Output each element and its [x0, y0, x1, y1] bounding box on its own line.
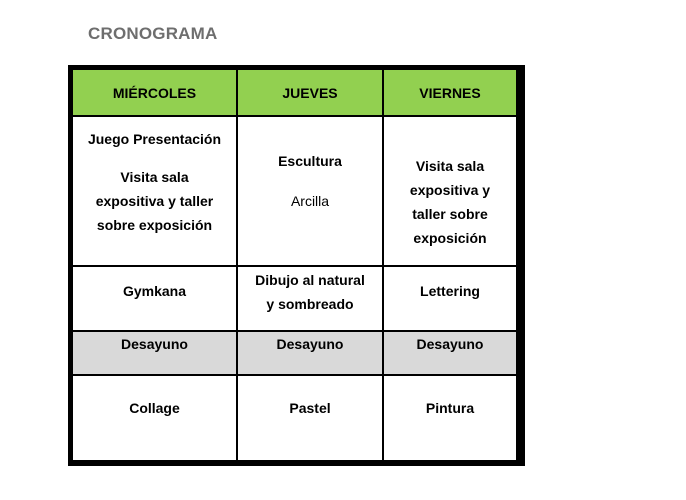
cell-text: Dibujo al natural [255, 272, 365, 288]
cell-thursday-breakfast [238, 332, 382, 374]
cell-text: Pastel [289, 400, 331, 416]
cell-friday-visit [384, 117, 516, 265]
cell-text: Visita sala [120, 169, 189, 185]
cell-thursday-pastel [238, 376, 382, 460]
cell-text: expositiva y taller [95, 193, 214, 209]
cell-text: Escultura [278, 153, 342, 169]
cell-text: y sombreado [266, 296, 354, 312]
cell-wednesday-collage [73, 376, 236, 460]
cell-text: exposición [413, 230, 487, 246]
header-label: MIÉRCOLES [112, 84, 197, 101]
header-cell-friday [384, 70, 516, 115]
cell-thursday-sculpture [238, 117, 382, 265]
cell-text: Desayuno [416, 336, 484, 352]
cell-text: Desayuno [121, 336, 188, 352]
header-cell-wednesday [73, 70, 236, 115]
cell-text: Juego Presentación [87, 131, 222, 147]
cell-text: Visita sala [415, 158, 485, 174]
header-label: JUEVES [282, 84, 338, 101]
cell-friday-lettering [384, 267, 516, 330]
cell-text: Gymkana [122, 283, 187, 299]
cell-wednesday-activities [73, 117, 236, 265]
cell-text: expositiva y [409, 182, 491, 198]
header-label: VIERNES [419, 84, 481, 101]
cell-friday-painting [384, 376, 516, 460]
cell-text: sobre exposición [96, 217, 213, 233]
page-title: CRONOGRAMA [88, 24, 218, 43]
cell-text: Lettering [420, 283, 480, 299]
cell-thursday-drawing [238, 267, 382, 330]
schedule-table [68, 65, 525, 466]
cell-text: Desayuno [276, 336, 344, 352]
cell-wednesday-breakfast [73, 332, 236, 374]
cell-text: Collage [129, 400, 180, 416]
header-cell-thursday [238, 70, 382, 115]
cell-text: Arcilla [290, 193, 330, 209]
cell-friday-breakfast [384, 332, 516, 374]
cell-text: taller sobre [412, 206, 488, 222]
cell-text: Pintura [425, 400, 475, 416]
cell-wednesday-gymkana [73, 267, 236, 330]
